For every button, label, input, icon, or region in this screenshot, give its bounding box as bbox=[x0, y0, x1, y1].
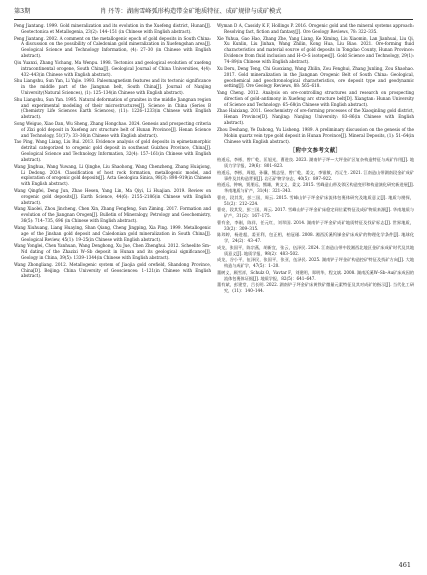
reference-entry: 柏道远，李彬，周超，孙骥，熊志坚，曾广乾，姜文，李银敏，肖辽生. 2021. 江南造山带湖南段金矿成矿事件及其构造背景[J]. 岩石矿物学杂志，40(5)：897–922. bbox=[217, 169, 414, 181]
reference-entry: 董有斌，彭建堂，吕长明. 2022. 湖南铲子坪金矿床黄铁矿微量元素特征及其对成矿的指示[J]. 当代化工研究，(11)：140–144. bbox=[217, 282, 414, 294]
page-number: 461 bbox=[398, 561, 411, 569]
reference-entry: 曹亮，段其发，彭三国，周云. 2017. 雪峰山铲子坪金矿床稳定同位素特征及成矿物质来源[J]. 华南地质与矿产，31(2)：167–175. bbox=[217, 207, 414, 219]
reference-entry: 董树义，顾雪祥，Schulz O，Vavtar F，刘建明，郑明华，程文斌. 2008. 湖南沃溪W–Sb–Au矿床成因的流体包裹体证据[J]. 地质学报，82(5)：641–647. bbox=[217, 269, 414, 281]
reference-entry: Song Weiguo, Xiao Dan, Wu Sheng, Zhang Hongchao. 2024. Genesis and prospecting criteria of Zixi gold deposit in Xuefeng arc structure belt of Hunan Province[J]. Henan Science and Technology, 51(17): 33–36(in Chinese with English abstract). bbox=[14, 120, 211, 138]
reference-entry: Xu Deru, Deng Teng, Chi Guoxiang, Wang Zhilin, Zou Fenghui, Zhang Junling, Zou Shaohao. 2017. Gold mineralization in the Jiangnan Orogenic Belt of South China: Geological, geochemical and geochronological characteristics, ore deposit type and geodynamic setting[J]. Ore Geology Reviews, 88: 565–618. bbox=[217, 65, 414, 89]
reference-list-chinese bbox=[217, 157, 414, 294]
reference-column-right bbox=[217, 23, 414, 295]
reference-entry: 陈玮婷，杨进超，姜亚利，包正相，柏冠瑾. 2008. 湘西沃溪钨锑金矿床成矿的物理化学条件[J]. 地球化学，24(2)：43–47. bbox=[217, 232, 414, 244]
chinese-references-heading: ［附中文参考文献］ bbox=[289, 147, 342, 154]
reference-entry: Xie Yuhua, Gao Hao, Zhang Zhe, Yang Liang, Ke Ximing, Liu Xiaomin, Lan Jianhuai, Liu Qi, Xu Kunlin, Liu Jinhan, Wang Zhilin, Kong Hua, Liu Biao. 2021. Ore-forming fluid characteristics and material source of gold deposits in Tongdao County, Hunan Province: Evidence from fluid inclusion and H–O–S isotopes[J]. Gold Science and Technology, 29(1): 74–89(in Chinese with English abstract). bbox=[217, 35, 414, 65]
reference-list-english bbox=[217, 23, 414, 145]
issue-number: 第3期 bbox=[14, 8, 31, 15]
reference-entry: Wang Xiaolei, Zhou Jincheng, Chen Xin, Zhang Fengfeng, Sun Ziming. 2017. Formation and evolution of the Jiangnan Orogen[J]. Bulletin of Mineralogy, Petrology and Geochemistry, 36(5): 714–735, 696 (in Chinese with English abstract). bbox=[14, 206, 211, 224]
reference-entry: 曹亮，段其发，彭三国，周云. 2015. 雪峰山铲子坪金矿床流体包裹体研究及地质意义[J]. 地质与勘探，51(2)：212–224. bbox=[217, 194, 414, 206]
reference-entry: Wang Jinghua, Wang Yuwang, Li Qinghe, Liu Shaohong, Wang Chenzheng, Zhang Huiqiong, Li Dedong. 2024. Classification of host rock formation, metallogenic model, and exploration of orogenic gold deposits[J]. Acta Geologica Sinica, 98(3): 898–919(in Chinese with English abstract). bbox=[14, 163, 211, 187]
running-title: 肖 丹等：湖南雪峰弧形构造带金矿地质特征、成矿规律与成矿模式 bbox=[100, 8, 282, 15]
reference-entry: Wang Zhongliang. 2012. Metallogenic system of Jiaojia gold orefield, Shandong Province, China[D]. Beijing: China University of Geosciences: 1–121(in Chinese with English abstract). bbox=[14, 261, 211, 279]
reference-entry: 曹有金，李刚，陈祥，任元红，刘翠国. 2014. 湖南铲子坪金矿成矿地质特征及找矿标志[J]. 世界地质，33(2)：309–315. bbox=[217, 219, 414, 231]
reference-column-left bbox=[14, 23, 211, 280]
reference-entry: Yang Cheng. 2012. Analysis on ore-controlling structures and research on prospecting direction of gold–antimony in Xuefeng arc structure belt[D]. Xiangtan: Hunan University of Science and Technology: 65–68(in Chinese with English abstract). bbox=[217, 90, 414, 107]
reference-entry: 柏道远，李彬，曾广乾，匡旭光，曹进良. 2023. 湖南铲子坪—大坪金矿区复杂构造特征与成矿作用[J]. 地质力学学报，29(6)：801–823. bbox=[217, 157, 414, 169]
reference-entry: 柏道远，钟响，贾朋远，熊雄，黄文义，姜文. 2015. 雪峰造山带及邻区构造变形和构造演化研究新进展[J]. 华南地质与矿产，31(4)：321–343. bbox=[217, 182, 414, 194]
reference-entry: Wyman D A, Cassidy K F, Hollings P. 2016. Orogenic gold and the mineral systems approach: Resolving fact, fiction and fantasy[J]. Ore Geology Reviews, 78: 322–335. bbox=[217, 23, 414, 34]
reference-entry: Wang Qingfei, Deng Jun, Zhao Hesen, Yang Lin, Ma Qiyi, Li Huajian. 2019. Review on orogenic gold deposits[J]. Earth Science, 44(6): 2155–2186(in Chinese with English abstract). bbox=[14, 187, 211, 205]
reference-entry: Peng Jiantang. 2002. A comment on the metallogenic epoch of gold deposits in South China: A discussion on the possibility of Caledonian gold mineralization in Xuefengshan area[J]. Geological Science and Technology Information, (4): 27–30 (in Chinese with English abstract). bbox=[14, 35, 211, 59]
reference-entry: 成龙，谷小平，伍泽民，张国平，张亚，伍泽民. 2025. 湖南铲子坪金矿构造控矿特征及找矿方向[J]. 大地构造与成矿学，47(5)：1–20. bbox=[217, 257, 414, 269]
reference-entry: Wang Yonglei, Chen Yanhuan, Wang Denghong, Xu Jue, Chen Zhenghui. 2012. Scheelite Sm–Nd dating of the Zhazixi W–Sb deposit in Hunan and its geological significance[J]. Geology in China, 39(5): 1339–1344(in Chinese with English abstract). bbox=[14, 243, 211, 260]
reference-entry: Qiu Yuanxi, Zhang Yichang, Ma Wenpu. 1998. Tectonics and geological evolution of xuefeng intracontinental orogene, South China[J]. Geological Journal of China Universities, 4(4): 432–443(in Chinese with English abstract). bbox=[14, 59, 211, 77]
reference-entry: Zhao Haixiang. 2011. Geochemistry of ore-forming processes of the Xiaoqinling gold district, Henan Province[D]. Nanjing: Nanjing University: 83–86(in Chinese with English abstract). bbox=[217, 108, 414, 126]
reference-entry: Zhou Deshang, Ye Dahong, Yu Lisheng. 1989. A preliminary discussion on the genesis of the Mobin quartz vein type gold deposit in Hunan Province[J]. Mineral Deposits, (1): 51–64(in Chinese with English abstract). bbox=[217, 126, 414, 144]
reference-entry: Tao Ping, Wang Liang, Liu Rui. 2013. Evidence analysis of gold deposits in epimetamorphic detrital categorized to orogenic gold deposit in southeast Guizhou Province, China[J]. Geological Science and Technology Information, 32(4): 157–161(in Chinese with English abstract). bbox=[14, 139, 211, 163]
reference-entry: Peng Jiantang. 1999. Gold mineralization and its evolution in the Xuefeng district, Hunan[J]. Geotectonica et Metallogenia, 23(2): 144–151 (in Chinese with English abstract). bbox=[14, 23, 211, 34]
reference-entry: 成龙，张国平，陈宗燕，胡新宜，张云，伍泽民. 2024. 江南造山带中段湘西北地区金矿床成矿时代及其地质意义[J]. 地质学报，98(2)：483–502. bbox=[217, 244, 414, 256]
reference-entry: Wang Xiuhuang, Liang Huaying, Shan Qiang, Cheng Jingping, Xia Ping. 1999. Metallogenic age of the Jinshan gold deposit and Caledonian gold mineralization in South China[J]. Geological Review, 45(1): 19–25(in Chinese with English abstract). bbox=[14, 224, 211, 242]
reference-entry: Shu Liangshu, Sun Yan, Li Yajie. 1993. Paleomagnetism features and its tectonic significance in the middle part of the Jiangnan belt, South China[J]. Journal of Nanjing University(Natural Sciences), (1): 125–134(in Chinese with English abstract). bbox=[14, 78, 211, 96]
reference-entry: Shu Liangshu, Sun Yan. 1995. Natural deformation of granites in the middle Jiangnan region and experimental modeling of their microstructures[J]. Science in China (Series B (Chemistry Life Sciences Earth Sciences), (11): 1226–1233(in Chinese with English abstract). bbox=[14, 96, 211, 120]
header-rule bbox=[14, 19, 413, 20]
running-header bbox=[14, 6, 413, 18]
